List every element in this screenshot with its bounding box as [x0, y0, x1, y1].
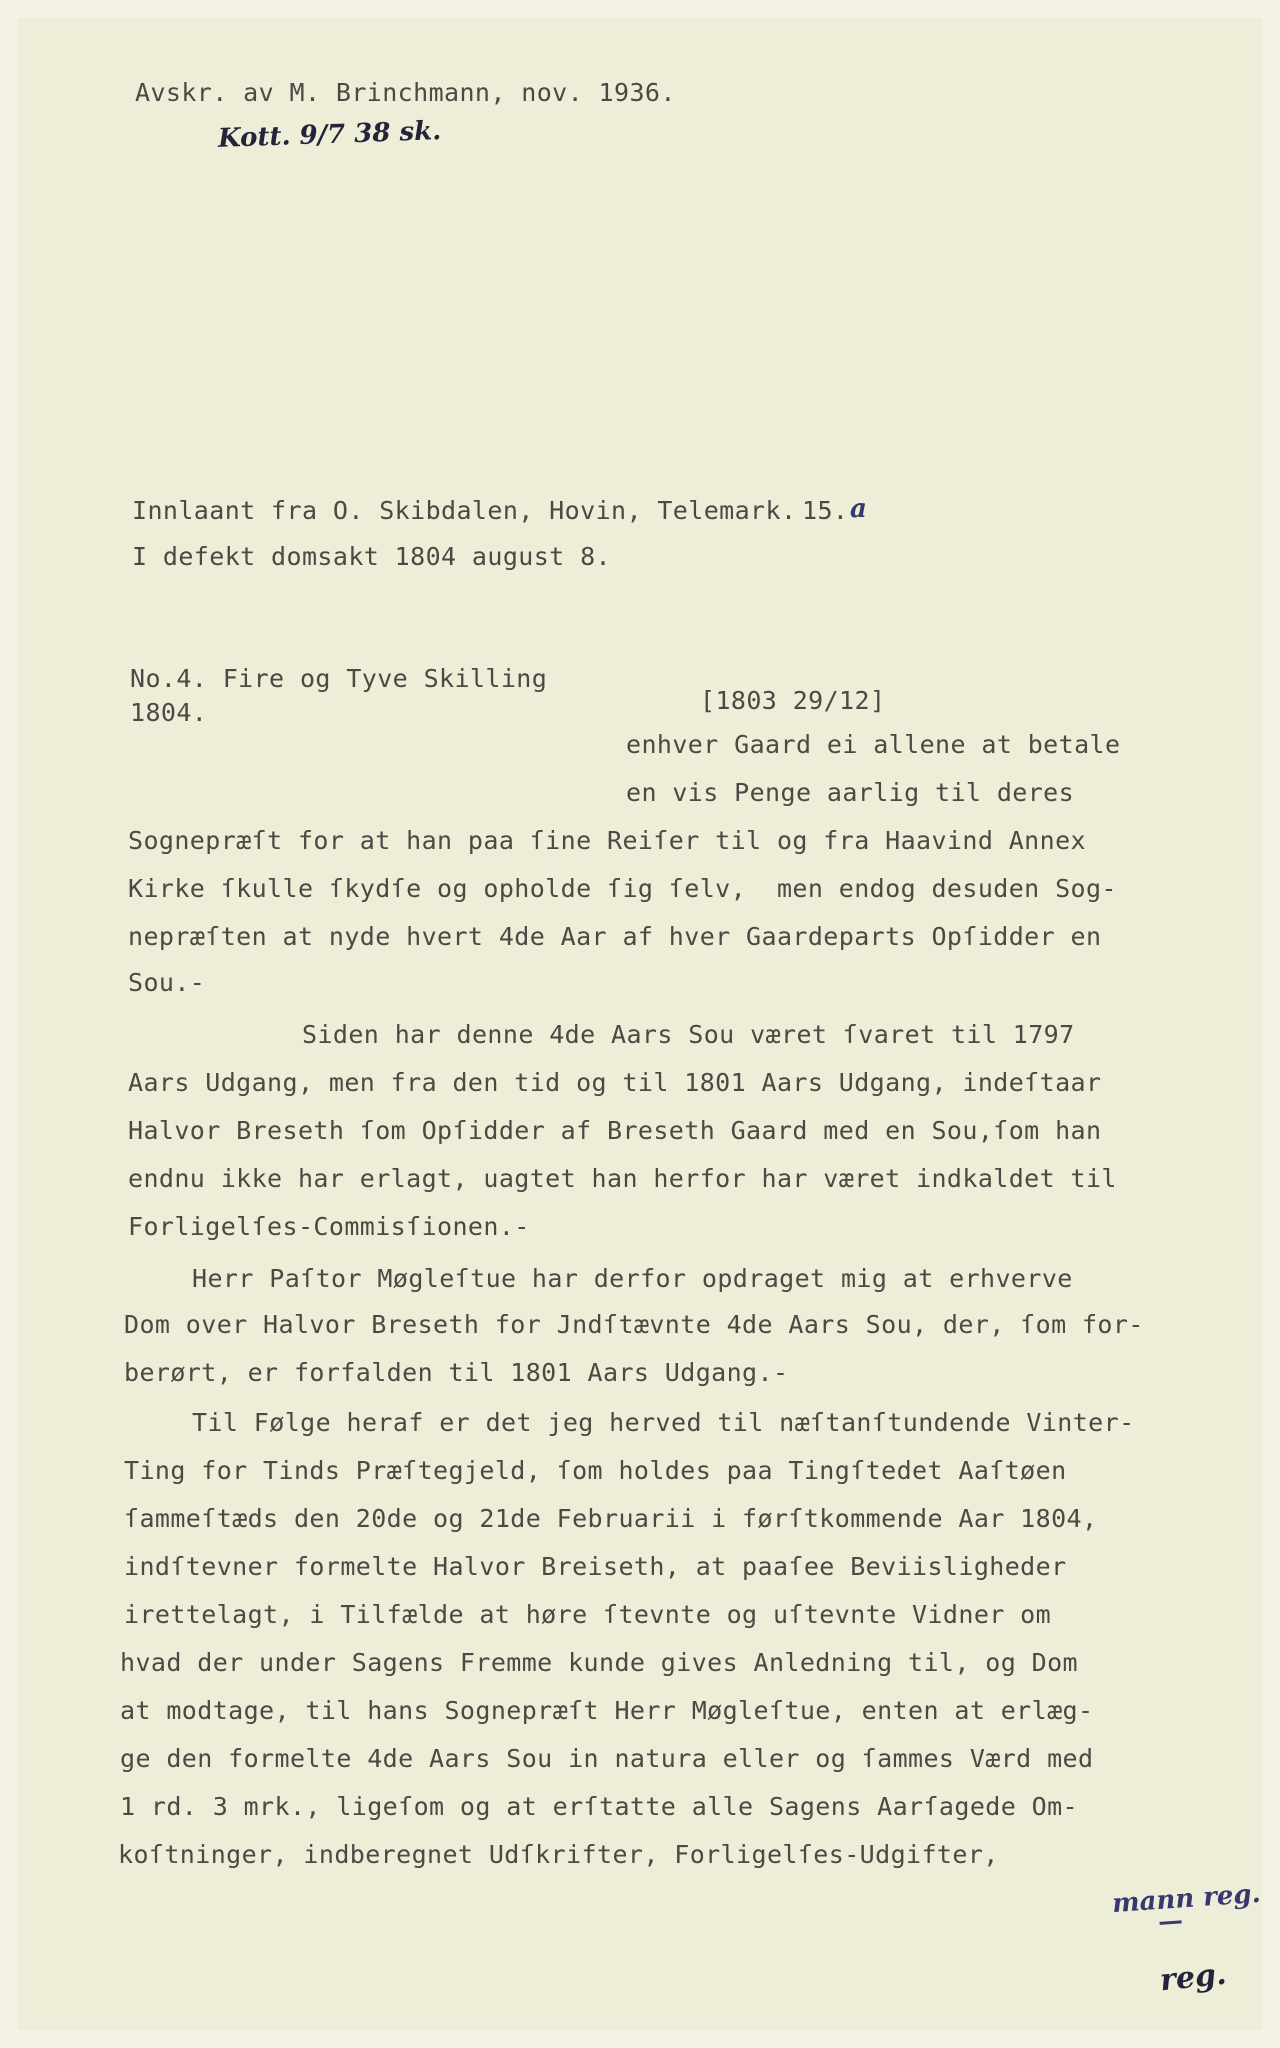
- body-line: Herr Paſtor Møgleſtue har derfor opdraget mig at erhverve: [192, 1264, 1073, 1293]
- source-line-1: Innlaant fra O. Skibdalen, Hovin, Telemark.: [132, 496, 797, 525]
- document-number: No.4. Fire og Tyve Skilling: [130, 664, 548, 693]
- body-line: Halvor Breseth ſom Opſidder af Breseth Gaard med en Sou,ſom han: [128, 1116, 1102, 1145]
- body-line: koſtninger, indberegnet Udſkrifter, Forligelſes-Udgifter,: [118, 1840, 999, 1869]
- page-number: 15.: [802, 496, 849, 525]
- body-line: endnu ikke har erlagt, uagtet han herfor har været indkaldet til: [128, 1164, 1117, 1193]
- body-line: at modtage, til hans Sognepræſt Herr Møgleſtue, enten at erlæg-: [120, 1696, 1094, 1725]
- body-line: en vis Penge aarlig til deres: [626, 778, 1075, 807]
- transcription-note: Avskr. av M. Brinchmann, nov. 1936.: [135, 78, 676, 107]
- margin-note-reg: reg.: [1158, 1956, 1228, 1999]
- body-line: irettelagt, i Tilfælde at høre ſtevnte og uſtevnte Vidner om: [124, 1600, 1052, 1629]
- body-line: Ting for Tinds Præſtegjeld, ſom holdes paa Tingſtedet Aaſtøen: [124, 1456, 1067, 1485]
- body-line: Forligelſes-Commisſionen.-: [128, 1212, 530, 1241]
- body-line: Dom over Halvor Breseth for Jndſtævnte 4de Aars Sou, der, ſom for-: [124, 1310, 1144, 1339]
- document-date: [1803 29/12]: [700, 686, 886, 715]
- body-line: hvad der under Sagens Fremme kunde gives Anledning til, og Dom: [120, 1648, 1078, 1677]
- body-line: Sou.-: [128, 968, 206, 997]
- body-line: Kirke ſkulle ſkydſe og opholde ſig ſelv, men endog desuden Sog-: [128, 874, 1117, 903]
- body-line: nepræſten at nyde hvert 4de Aar af hver Gaardeparts Opſidder en: [128, 922, 1102, 951]
- body-line: enhver Gaard ei allene at betale: [626, 730, 1121, 759]
- body-line: ſammeſtæds den 20de og 21de Februarii i førſtkommende Aar 1804,: [124, 1504, 1098, 1533]
- source-line-2: I defekt domsakt 1804 august 8.: [132, 542, 611, 571]
- handwritten-reference: Kott. 9/7 38 sk.: [217, 116, 442, 154]
- margin-note-register-text: mann reg.: [1111, 1878, 1262, 1920]
- body-line: Til Følge heraf er det jeg herved til næſtanſtundende Vinter-: [192, 1408, 1135, 1437]
- body-line: Aars Udgang, men fra den tid og til 1801 Aars Udgang, indeſtaar: [128, 1068, 1102, 1097]
- document-year: 1804.: [130, 698, 208, 727]
- body-line: 1 rd. 3 mrk., ligeſom og at erſtatte alle Sagens Aarſagede Om-: [120, 1792, 1078, 1821]
- body-line: indſtevner formelte Halvor Breiseth, at paaſee Beviisligheder: [124, 1552, 1067, 1581]
- body-line: berørt, er forfalden til 1801 Aars Udgang.-: [124, 1358, 789, 1387]
- body-line: ge den formelte 4de Aars Sou in natura eller og ſammes Værd med: [120, 1744, 1094, 1773]
- page-letter: a: [850, 494, 867, 524]
- body-line: Sognepræſt for at han paa ſine Reiſer til og fra Haavind Annex: [128, 826, 1086, 855]
- body-line: Siden har denne 4de Aars Sou været ſvaret til 1797: [302, 1020, 1075, 1049]
